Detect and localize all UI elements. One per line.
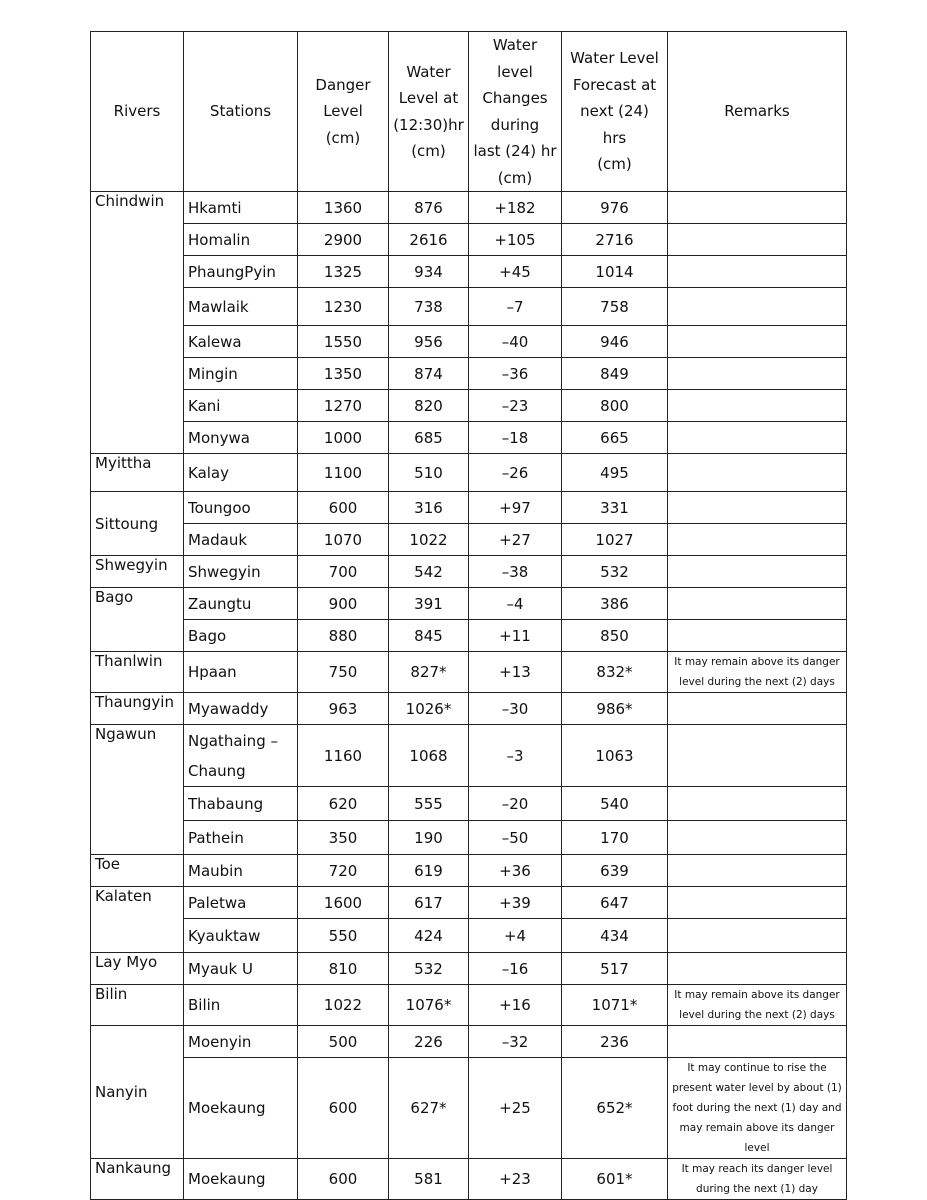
remark bbox=[668, 390, 847, 422]
station-name: Myawaddy bbox=[184, 693, 298, 725]
level-change: –4 bbox=[469, 588, 562, 620]
station-name: Myauk U bbox=[184, 953, 298, 985]
danger-level: 750 bbox=[298, 652, 389, 693]
water-level: 316 bbox=[389, 492, 469, 524]
danger-level: 1070 bbox=[298, 524, 389, 556]
danger-level: 600 bbox=[298, 492, 389, 524]
danger-level: 600 bbox=[298, 1058, 389, 1159]
level-change: +105 bbox=[469, 224, 562, 256]
water-level: 581 bbox=[389, 1159, 469, 1200]
header-forecast-line: next (24) hrs bbox=[580, 102, 649, 147]
table-row bbox=[91, 953, 847, 985]
danger-level: 880 bbox=[298, 620, 389, 652]
header-stations: Stations bbox=[184, 32, 298, 192]
station-name: Hpaan bbox=[184, 652, 298, 693]
river-name: Lay Myo bbox=[91, 953, 184, 985]
station-name: Moekaung bbox=[184, 1058, 298, 1159]
forecast-level: 540 bbox=[562, 787, 668, 821]
river-name: Myittha bbox=[91, 454, 184, 492]
level-change: +11 bbox=[469, 620, 562, 652]
table-row bbox=[91, 454, 847, 492]
station-name: Homalin bbox=[184, 224, 298, 256]
header-forecast-line: Forecast at bbox=[572, 75, 657, 94]
header-changes bbox=[469, 32, 562, 192]
table-row bbox=[91, 556, 847, 588]
danger-level: 500 bbox=[298, 1026, 389, 1058]
station-name: Paletwa bbox=[184, 887, 298, 919]
water-level: 627* bbox=[389, 1058, 469, 1159]
table-row bbox=[91, 524, 847, 556]
level-change: –16 bbox=[469, 953, 562, 985]
station-name: Mawlaik bbox=[184, 288, 298, 326]
forecast-level: 1027 bbox=[562, 524, 668, 556]
station-name: PhaungPyin bbox=[184, 256, 298, 288]
forecast-level: 758 bbox=[562, 288, 668, 326]
remark bbox=[668, 224, 847, 256]
water-level: 510 bbox=[389, 454, 469, 492]
river-name: Ngawun bbox=[91, 725, 184, 855]
remark bbox=[668, 855, 847, 887]
remark bbox=[668, 358, 847, 390]
forecast-level: 800 bbox=[562, 390, 668, 422]
remark bbox=[668, 326, 847, 358]
forecast-level: 236 bbox=[562, 1026, 668, 1058]
danger-level: 810 bbox=[298, 953, 389, 985]
remark: It may reach its danger level during the next (1) day bbox=[668, 1159, 847, 1200]
forecast-level: 1071* bbox=[562, 985, 668, 1026]
table-row bbox=[91, 1058, 847, 1159]
table-row bbox=[91, 787, 847, 821]
danger-level: 550 bbox=[298, 919, 389, 953]
remark bbox=[668, 588, 847, 620]
header-changes-line: during bbox=[490, 115, 540, 134]
forecast-level: 849 bbox=[562, 358, 668, 390]
river-name: Bago bbox=[91, 588, 184, 652]
forecast-level: 495 bbox=[562, 454, 668, 492]
table-row bbox=[91, 693, 847, 725]
water-level: 619 bbox=[389, 855, 469, 887]
station-name: Mingin bbox=[184, 358, 298, 390]
remark bbox=[668, 620, 847, 652]
forecast-level: 170 bbox=[562, 821, 668, 855]
table-row bbox=[91, 821, 847, 855]
remark bbox=[668, 256, 847, 288]
remark: It may remain above its danger level during the next (2) days bbox=[668, 652, 847, 693]
remark bbox=[668, 1026, 847, 1058]
table-row bbox=[91, 492, 847, 524]
level-change: –26 bbox=[469, 454, 562, 492]
river-name: Kalaten bbox=[91, 887, 184, 953]
remark bbox=[668, 454, 847, 492]
water-level: 1076* bbox=[389, 985, 469, 1026]
station-name: Kyauktaw bbox=[184, 919, 298, 953]
river-name: Thanlwin bbox=[91, 652, 184, 693]
remark bbox=[668, 288, 847, 326]
level-change: +36 bbox=[469, 855, 562, 887]
level-change: +13 bbox=[469, 652, 562, 693]
header-danger-line: Danger bbox=[315, 75, 371, 94]
table-row bbox=[91, 192, 847, 224]
header-danger-level bbox=[298, 32, 389, 192]
table-row bbox=[91, 326, 847, 358]
water-level: 190 bbox=[389, 821, 469, 855]
water-level: 2616 bbox=[389, 224, 469, 256]
water-level: 934 bbox=[389, 256, 469, 288]
station-name: Bilin bbox=[184, 985, 298, 1026]
header-changes-line: last (24) hr bbox=[473, 142, 557, 160]
station-name: Toungoo bbox=[184, 492, 298, 524]
table-row bbox=[91, 919, 847, 953]
station-name: Madauk bbox=[184, 524, 298, 556]
table-row bbox=[91, 887, 847, 919]
table-row bbox=[91, 390, 847, 422]
level-change: –3 bbox=[469, 725, 562, 787]
danger-level: 900 bbox=[298, 588, 389, 620]
danger-level: 1550 bbox=[298, 326, 389, 358]
header-water-level bbox=[389, 32, 469, 192]
header-forecast-line: (cm) bbox=[597, 155, 632, 174]
station-name: Ngathaing – Chaung bbox=[184, 725, 298, 787]
water-level: 226 bbox=[389, 1026, 469, 1058]
remark bbox=[668, 693, 847, 725]
danger-level: 1000 bbox=[298, 422, 389, 454]
header-water-line: (cm) bbox=[411, 142, 446, 160]
remark bbox=[668, 821, 847, 855]
level-change: +27 bbox=[469, 524, 562, 556]
level-change: +4 bbox=[469, 919, 562, 953]
danger-level: 700 bbox=[298, 556, 389, 588]
header-row bbox=[91, 32, 847, 192]
remark: It may remain above its danger level during the next (2) days bbox=[668, 985, 847, 1026]
forecast-level: 832* bbox=[562, 652, 668, 693]
level-change: –50 bbox=[469, 821, 562, 855]
station-name: Shwegyin bbox=[184, 556, 298, 588]
forecast-level: 2716 bbox=[562, 224, 668, 256]
danger-level: 1600 bbox=[298, 887, 389, 919]
table-row bbox=[91, 652, 847, 693]
station-name: Monywa bbox=[184, 422, 298, 454]
level-change: –38 bbox=[469, 556, 562, 588]
level-change: +16 bbox=[469, 985, 562, 1026]
water-level: 391 bbox=[389, 588, 469, 620]
header-changes-line: Changes bbox=[482, 89, 548, 107]
table-row bbox=[91, 985, 847, 1026]
level-change: –23 bbox=[469, 390, 562, 422]
table-row bbox=[91, 1026, 847, 1058]
danger-level: 1350 bbox=[298, 358, 389, 390]
water-level: 617 bbox=[389, 887, 469, 919]
forecast-level: 665 bbox=[562, 422, 668, 454]
water-level: 876 bbox=[389, 192, 469, 224]
station-name: Maubin bbox=[184, 855, 298, 887]
danger-level: 963 bbox=[298, 693, 389, 725]
header-forecast bbox=[562, 32, 668, 192]
danger-level: 1022 bbox=[298, 985, 389, 1026]
remark bbox=[668, 192, 847, 224]
forecast-level: 647 bbox=[562, 887, 668, 919]
danger-level: 2900 bbox=[298, 224, 389, 256]
water-level: 845 bbox=[389, 620, 469, 652]
remark bbox=[668, 556, 847, 588]
level-change: –36 bbox=[469, 358, 562, 390]
danger-level: 1100 bbox=[298, 454, 389, 492]
river-name: Nankaung bbox=[91, 1159, 184, 1200]
water-level: 827* bbox=[389, 652, 469, 693]
forecast-level: 386 bbox=[562, 588, 668, 620]
danger-level: 350 bbox=[298, 821, 389, 855]
water-level: 738 bbox=[389, 288, 469, 326]
station-name: Thabaung bbox=[184, 787, 298, 821]
river-name: Nanyin bbox=[91, 1026, 184, 1159]
forecast-level: 434 bbox=[562, 919, 668, 953]
level-change: +25 bbox=[469, 1058, 562, 1159]
remark bbox=[668, 919, 847, 953]
table-row bbox=[91, 256, 847, 288]
table-row bbox=[91, 588, 847, 620]
header-water-line: Level at bbox=[398, 89, 459, 107]
forecast-level: 601* bbox=[562, 1159, 668, 1200]
river-name: Toe bbox=[91, 855, 184, 887]
header-changes-line: (cm) bbox=[497, 168, 533, 187]
table-body bbox=[91, 192, 847, 1200]
water-level: 685 bbox=[389, 422, 469, 454]
header-danger-line: (cm) bbox=[325, 128, 361, 147]
water-level-table bbox=[90, 31, 847, 1200]
level-change: –40 bbox=[469, 326, 562, 358]
river-name: Shwegyin bbox=[91, 556, 184, 588]
station-name: Bago bbox=[184, 620, 298, 652]
danger-level: 620 bbox=[298, 787, 389, 821]
remark bbox=[668, 524, 847, 556]
forecast-level: 639 bbox=[562, 855, 668, 887]
header-water-line: (12:30)hr bbox=[393, 115, 464, 134]
water-level: 542 bbox=[389, 556, 469, 588]
table-row bbox=[91, 422, 847, 454]
river-name: Thaungyin bbox=[91, 693, 184, 725]
header-remarks: Remarks bbox=[668, 32, 847, 192]
level-change: –7 bbox=[469, 288, 562, 326]
water-level: 555 bbox=[389, 787, 469, 821]
danger-level: 1160 bbox=[298, 725, 389, 787]
water-level: 820 bbox=[389, 390, 469, 422]
level-change: +97 bbox=[469, 492, 562, 524]
station-name: Kani bbox=[184, 390, 298, 422]
station-name: Moenyin bbox=[184, 1026, 298, 1058]
danger-level: 720 bbox=[298, 855, 389, 887]
remark bbox=[668, 887, 847, 919]
forecast-level: 1014 bbox=[562, 256, 668, 288]
remark: It may continue to rise the present water level by about (1) foot during the next (1) day and may remain above its danger level bbox=[668, 1058, 847, 1159]
remark bbox=[668, 787, 847, 821]
danger-level: 1325 bbox=[298, 256, 389, 288]
danger-level: 1360 bbox=[298, 192, 389, 224]
water-level: 1068 bbox=[389, 725, 469, 787]
forecast-level: 517 bbox=[562, 953, 668, 985]
level-change: +23 bbox=[469, 1159, 562, 1200]
river-name: Bilin bbox=[91, 985, 184, 1026]
forecast-level: 1063 bbox=[562, 725, 668, 787]
water-level: 1026* bbox=[389, 693, 469, 725]
forecast-level: 850 bbox=[562, 620, 668, 652]
level-change: –18 bbox=[469, 422, 562, 454]
station-name: Pathein bbox=[184, 821, 298, 855]
header-forecast-line: Water Level bbox=[570, 49, 659, 68]
remark bbox=[668, 953, 847, 985]
water-level: 956 bbox=[389, 326, 469, 358]
water-level: 424 bbox=[389, 919, 469, 953]
level-change: +45 bbox=[469, 256, 562, 288]
table-row bbox=[91, 725, 847, 787]
forecast-level: 532 bbox=[562, 556, 668, 588]
level-change: +39 bbox=[469, 887, 562, 919]
level-change: –32 bbox=[469, 1026, 562, 1058]
table-row bbox=[91, 224, 847, 256]
forecast-level: 946 bbox=[562, 326, 668, 358]
river-name: Chindwin bbox=[91, 192, 184, 454]
table-row bbox=[91, 1159, 847, 1200]
table-row bbox=[91, 288, 847, 326]
forecast-level: 986* bbox=[562, 693, 668, 725]
station-name: Hkamti bbox=[184, 192, 298, 224]
table-row bbox=[91, 855, 847, 887]
station-name: Zaungtu bbox=[184, 588, 298, 620]
danger-level: 600 bbox=[298, 1159, 389, 1200]
table-row bbox=[91, 620, 847, 652]
water-level: 1022 bbox=[389, 524, 469, 556]
header-water-line: Water bbox=[406, 62, 451, 81]
station-name: Kalay bbox=[184, 454, 298, 492]
remark bbox=[668, 725, 847, 787]
station-name: Moekaung bbox=[184, 1159, 298, 1200]
forecast-level: 976 bbox=[562, 192, 668, 224]
remark bbox=[668, 492, 847, 524]
river-name: Sittoung bbox=[91, 492, 184, 556]
water-level: 532 bbox=[389, 953, 469, 985]
water-level: 874 bbox=[389, 358, 469, 390]
header-changes-line: Water level bbox=[492, 36, 538, 81]
level-change: –20 bbox=[469, 787, 562, 821]
forecast-level: 652* bbox=[562, 1058, 668, 1159]
remark bbox=[668, 422, 847, 454]
forecast-level: 331 bbox=[562, 492, 668, 524]
station-name: Kalewa bbox=[184, 326, 298, 358]
header-danger-line: Level bbox=[323, 102, 363, 121]
level-change: –30 bbox=[469, 693, 562, 725]
table-row bbox=[91, 358, 847, 390]
header-rivers: Rivers bbox=[91, 32, 184, 192]
danger-level: 1230 bbox=[298, 288, 389, 326]
danger-level: 1270 bbox=[298, 390, 389, 422]
level-change: +182 bbox=[469, 192, 562, 224]
